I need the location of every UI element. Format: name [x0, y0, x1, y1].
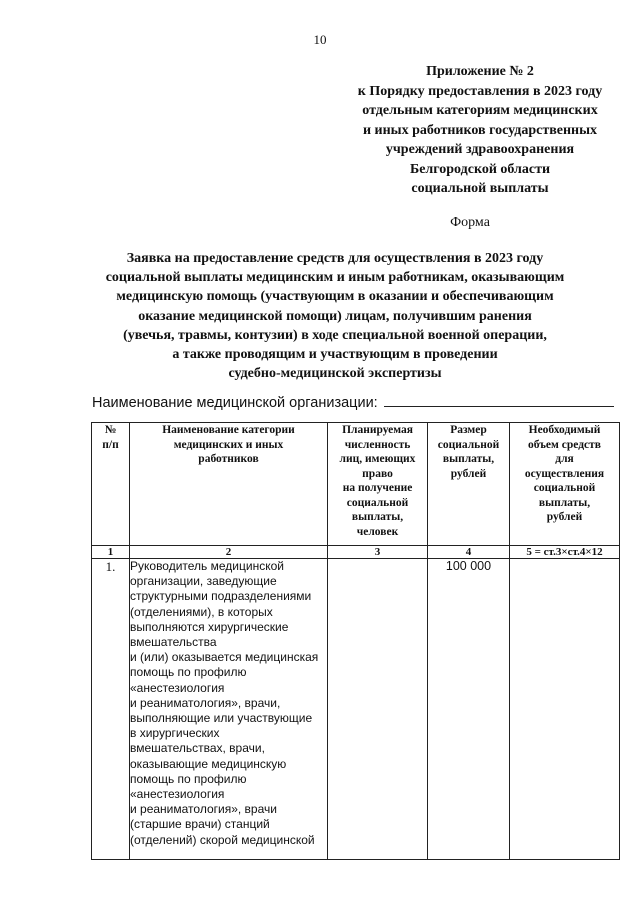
application-table [91, 422, 620, 860]
header-required-funds: Необходимый объем средств для осуществления социальной выплаты, рублей [510, 423, 620, 546]
column-number: 3 [328, 546, 428, 559]
appendix-line: отдельным категориям медицинских [362, 103, 598, 118]
column-number: 5 = ст.3×ст.4×12 [510, 546, 620, 559]
row-number: 1. [92, 559, 130, 860]
title-line: оказание медицинской помощи) лицам, получившим ранения [138, 308, 532, 324]
header-category: Наименование категории медицинских и иных работников [130, 423, 328, 546]
appendix-line: социальной выплаты [411, 181, 549, 196]
title-line: Заявка на предоставление средств для осуществления в 2023 году [126, 251, 544, 266]
header-number: № п/п [92, 423, 130, 546]
column-number-row [92, 546, 620, 559]
header-payment-size: Размер социальной выплаты, рублей [428, 423, 510, 546]
organization-label: Наименование медицинской организации: [92, 395, 378, 411]
document-title [70, 249, 600, 383]
appendix-line: Приложение № 2 [426, 64, 534, 79]
header-planned-count: Планируемая численность лиц, имеющих право на получение социальной выплаты, человек [328, 423, 428, 546]
column-number: 2 [130, 546, 328, 559]
appendix-line: и иных работников государственных [362, 122, 598, 138]
title-line: а также проводящим и участвующим в проведении [172, 347, 498, 363]
page-number: 10 [313, 32, 327, 47]
row-payment-amount: 100 000 [428, 559, 510, 860]
appendix-line: учреждений здравоохранения [385, 142, 575, 157]
table-row [92, 559, 620, 860]
form-label: Форма [450, 215, 490, 230]
column-number: 4 [428, 546, 510, 559]
title-line: медицинскую помощь (участвующим в оказании и обеспечивающим [116, 289, 554, 305]
organization-name-field[interactable] [384, 392, 614, 407]
appendix-line: к Порядку предоставления в 2023 году [357, 83, 603, 99]
row-category-description: Руководитель медицинской организации, заведующие структурными подразделениями (отделениями), в которых выполняются хирургические вмешательства и (или) оказывается медицинская помощь по профилю «анестезиология и реаниматология», врачи, выполняющие или участвующие в хирургических вмешательствах, врачи, оказывающие медицинскую помощь по профилю «анестезиология и реаниматология», врачи (старшие врачи) станций (отделений) скорой медицинской [130, 559, 328, 860]
appendix-heading [300, 62, 640, 199]
title-line: (увечья, травмы, контузии) в ходе специальной военной операции, [123, 327, 547, 343]
column-number: 1 [92, 546, 130, 559]
appendix-line: Белгородской области [409, 161, 551, 177]
title-line: судебно-медицинской экспертизы [228, 366, 442, 382]
table-header-row [92, 423, 620, 546]
title-line: социальной выплаты медицинским и иным работникам, оказывающим [105, 270, 565, 286]
organization-row [92, 392, 614, 411]
row-required-funds-cell[interactable] [510, 559, 620, 860]
row-planned-count-cell[interactable] [328, 559, 428, 860]
